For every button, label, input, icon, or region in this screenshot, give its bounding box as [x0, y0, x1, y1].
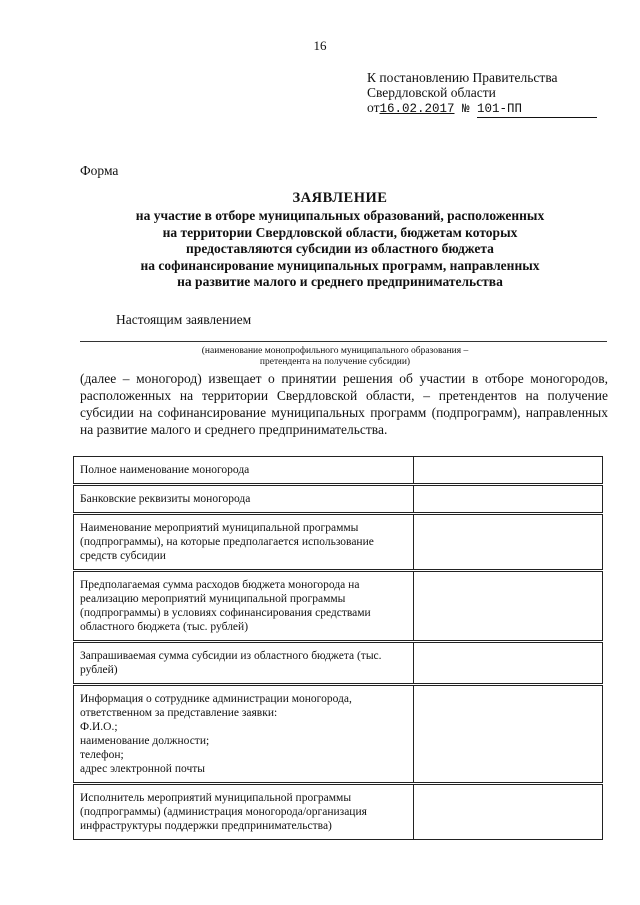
- row-label: [74, 685, 414, 784]
- row-label: Полное наименование моногорода: [74, 457, 414, 485]
- table-row: [74, 485, 603, 514]
- attachment-line-2: Свердловской области: [367, 85, 496, 100]
- caption-line-2: претендента на получение субсидии): [259, 357, 411, 367]
- subtitle-line: на территории Свердловской области, бюджетам которых: [162, 224, 518, 240]
- row-value-cell[interactable]: [414, 514, 603, 571]
- municipality-name-field[interactable]: [80, 341, 607, 342]
- row-value-cell[interactable]: [414, 485, 603, 514]
- body-paragraph: (далее – моногород) извещает о принятии решения об участии в отборе моногородов, расположенных на территории Свердловской области, – претендентов на получение субсидии на софинансирование муниципальных программ (подпрограмм), направленных на развитие малого и среднего предпринимательства.: [80, 371, 608, 437]
- municipality-name-caption: [150, 346, 520, 368]
- table-row: [74, 685, 603, 784]
- attachment-block: [367, 70, 617, 118]
- number-sign: №: [454, 102, 478, 116]
- form-label: Форма: [80, 163, 119, 178]
- caption-line-1: (наименование монопрофильного муниципального образования –: [201, 346, 469, 356]
- row-value-cell[interactable]: [414, 784, 603, 840]
- row-label: Исполнитель мероприятий муниципальной программы (подпрограммы) (администрация моногорода/организация инфраструктуры поддержки предпринимательства): [74, 784, 414, 840]
- table-row: [74, 642, 603, 685]
- attachment-date-line: [367, 100, 617, 118]
- contact-item: Ф.И.О.;: [80, 721, 118, 733]
- row-value-cell[interactable]: [414, 571, 603, 642]
- intro-text: Настоящим заявлением: [116, 312, 252, 327]
- resolution-date: 16.02.2017: [379, 102, 455, 116]
- row-label: Банковские реквизиты моногорода: [74, 485, 414, 514]
- table-row: [74, 514, 603, 571]
- row-value-cell[interactable]: [414, 457, 603, 485]
- subtitle-line: предоставляются субсидии из областного бюджета: [186, 241, 494, 256]
- subtitle-line: на софинансирование муниципальных программ, направленных: [140, 257, 540, 273]
- contact-item: наименование должности;: [80, 735, 210, 747]
- row-label: Запрашиваемая сумма субсидии из областного бюджета (тыс. рублей): [74, 642, 414, 685]
- application-table: [73, 456, 603, 840]
- title-block: [60, 190, 620, 291]
- document-title: ЗАЯВЛЕНИЕ: [292, 190, 388, 206]
- row-label: Предполагаемая сумма расходов бюджета моногорода на реализацию мероприятий муниципальной программы (подпрограммы) в условиях софинансирования средствами областного бюджета (тыс. рублей): [74, 571, 414, 642]
- table-row: [74, 457, 603, 485]
- contact-heading: Информация о сотруднике администрации моногорода, ответственном за представление заявки:: [80, 693, 352, 719]
- row-label: Наименование мероприятий муниципальной программы (подпрограммы), на которые предполагается использование средств субсидии: [74, 514, 414, 571]
- date-prefix: от: [367, 100, 380, 115]
- row-value-cell[interactable]: [414, 685, 603, 784]
- resolution-number: 101-ПП: [477, 102, 597, 118]
- table-row: [74, 784, 603, 840]
- contact-item: адрес электронной почты: [80, 763, 205, 775]
- contact-item: телефон;: [80, 749, 124, 761]
- page-number: 16: [313, 38, 327, 53]
- subtitle-line: на участие в отборе муниципальных образований, расположенных: [135, 208, 545, 223]
- row-value-cell[interactable]: [414, 642, 603, 685]
- attachment-line-1: К постановлению Правительства: [367, 70, 558, 85]
- table-row: [74, 571, 603, 642]
- subtitle-line: на развитие малого и среднего предпринимательства: [177, 274, 503, 289]
